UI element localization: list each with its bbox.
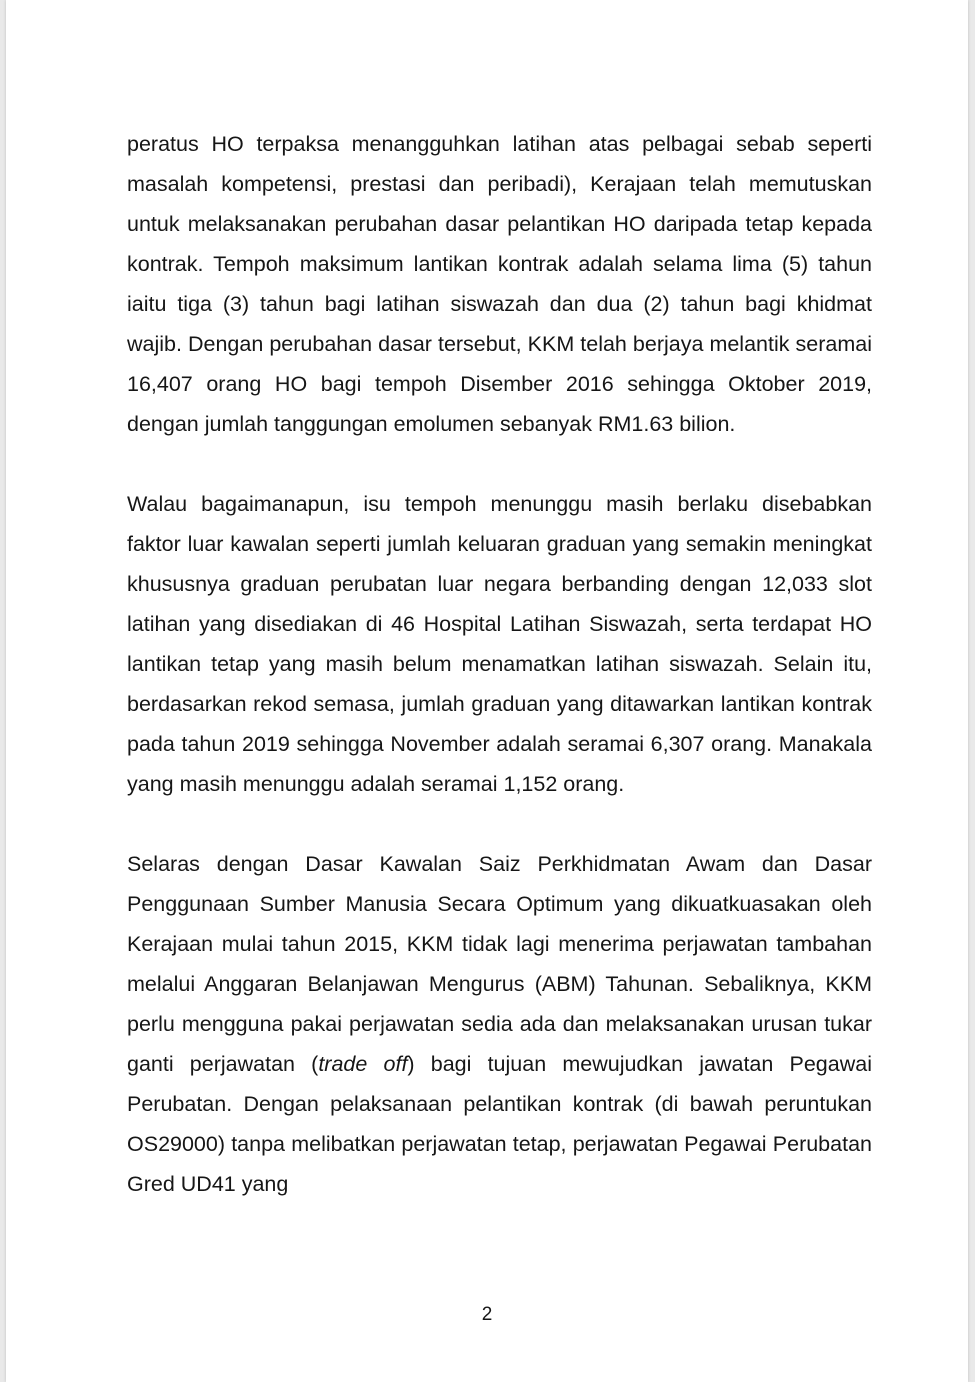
- paragraph-1: peratus HO terpaksa menangguhkan latihan atas pelbagai sebab seperti masalah kompetensi, prestasi dan peribadi), Kerajaan telah memutuskan untuk melaksanakan perubahan dasar pelantikan HO daripada tetap kepada kontrak. Tempoh maksimum lantikan kontrak adalah selama lima (5) tahun iaitu tiga (3) tahun bagi latihan siswazah dan dua (2) tahun bagi khidmat wajib. Dengan perubahan dasar tersebut, KKM telah berjaya melantik seramai 16,407 orang HO bagi tempoh Disember 2016 sehingga Oktober 2019, dengan jumlah tanggungan emolumen sebanyak RM1.63 bilion.: [127, 132, 872, 436]
- paragraph-3-text-after: ) bagi tujuan mewujudkan jawatan Pegawai Perubatan. Dengan pelaksanaan pelantikan kontrak (di bawah peruntukan OS29000) tanpa melibatkan perjawatan tetap, perjawatan Pegawai Perubatan Gred UD41 yang: [127, 1052, 872, 1196]
- document-body: [127, 124, 872, 1244]
- document-page: [6, 0, 968, 1382]
- paragraph-3-italic-term: trade off: [318, 1052, 408, 1076]
- paragraph-2: Walau bagaimanapun, isu tempoh menunggu masih berlaku disebabkan faktor luar kawalan seperti jumlah keluaran graduan yang semakin meningkat khususnya graduan perubatan luar negara berbanding dengan 12,033 slot latihan yang disediakan di 46 Hospital Latihan Siswazah, serta terdapat HO lantikan tetap yang masih belum menamatkan latihan siswazah. Selain itu, berdasarkan rekod semasa, jumlah graduan yang ditawarkan lantikan kontrak pada tahun 2019 sehingga November adalah seramai 6,307 orang. Manakala yang masih menunggu adalah seramai 1,152 orang.: [127, 492, 872, 796]
- page-number: 2: [481, 1304, 493, 1325]
- paragraph-3: [127, 844, 872, 1204]
- paragraph-3-text-before: Selaras dengan Dasar Kawalan Saiz Perkhidmatan Awam dan Dasar Penggunaan Sumber Manusia Secara Optimum yang dikuatkuasakan oleh Kerajaan mulai tahun 2015, KKM tidak lagi menerima perjawatan tambahan melalui Anggaran Belanjawan Mengurus (ABM) Tahunan. Sebaliknya, KKM perlu mengguna pakai perjawatan sedia ada dan melaksanakan urusan tukar ganti perjawatan (: [127, 852, 872, 1076]
